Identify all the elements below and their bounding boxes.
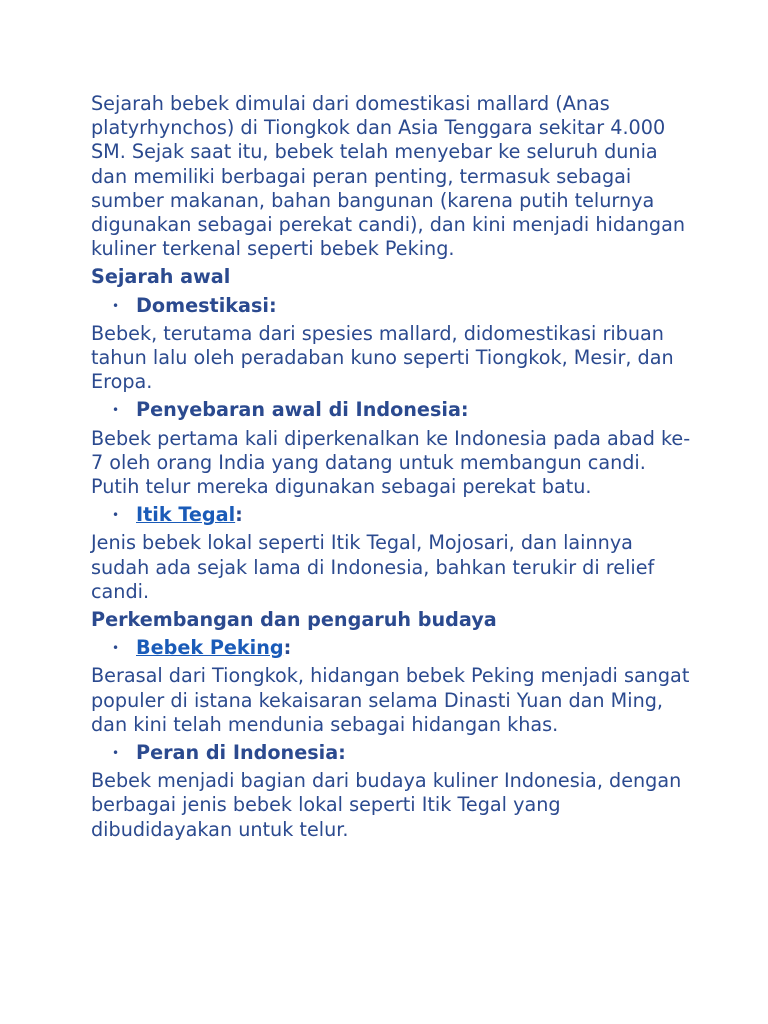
bullet-label-suffix: : [338,741,346,765]
bullet-icon: • [112,298,120,313]
paragraph-domestikasi: Bebek, terutama dari spesies mallard, didomestikasi ribuan tahun lalu oleh peradaban kuno seperti Tiongkok, Mesir, dan Eropa. [91,321,674,394]
bebek-peking-link[interactable]: Bebek Peking [136,636,284,660]
bullet-icon: • [112,508,120,523]
itik-tegal-link[interactable]: Itik Tegal [136,503,236,527]
section-heading-perkembangan: Perkembangan dan pengaruh budaya [91,608,497,632]
bullet-item-penyebaran-awal [91,398,691,422]
bullet-label-suffix: : [460,398,469,422]
bullet-icon: • [112,641,120,656]
bullet-icon: • [112,746,120,761]
paragraph-bebek-peking: Berasal dari Tiongkok, hidangan bebek Peking menjadi sangat populer di istana kekaisaran selama Dinasti Yuan dan Ming, dan kini telah mendunia sebagai hidangan khas. [91,664,690,736]
bullet-item-bebek-peking [91,636,691,660]
bullet-item-itik-tegal [91,503,691,527]
bullet-item-peran-di-indonesia [91,741,691,765]
bullet-icon: • [112,403,120,418]
bullet-item-domestikasi [91,294,691,318]
bullet-label-suffix: : [283,636,292,660]
paragraph-peran-di-indonesia: Bebek menjadi bagian dari budaya kuliner Indonesia, dengan berbagai jenis bebek lokal seperti Itik Tegal yang dibudidayakan untuk telur. [91,769,682,841]
bullet-label-suffix: : [235,503,243,527]
bullet-label: Penyebaran awal di Indonesia [136,398,461,422]
paragraph-penyebaran-awal: Bebek pertama kali diperkenalkan ke Indonesia pada abad ke-7 oleh orang India yang datang untuk membangun candi. Putih telur mereka digunakan sebagai perekat batu. [91,426,691,499]
document-page [91,92,691,846]
bullet-label: Peran di Indonesia [136,741,339,765]
section-heading-sejarah-awal: Sejarah awal [91,265,231,289]
intro-paragraph: Sejarah bebek dimulai dari domestikasi mallard (Anas platyrhynchos) di Tiongkok dan Asia Tenggara sekitar 4.000 SM. Sejak saat itu, bebek telah menyebar ke seluruh dunia dan memiliki berbagai peran penting, termasuk sebagai sumber makanan, bahan bangunan (karena putih telurnya digunakan sebagai perekat candi), dan kini menjadi hidangan kuliner terkenal seperti bebek Peking. [91,92,686,261]
bullet-label: Domestikasi [136,293,269,317]
paragraph-itik-tegal: Jenis bebek lokal seperti Itik Tegal, Mojosari, dan lainnya sudah ada sejak lama di Indonesia, bahkan terukir di relief candi. [91,531,655,603]
bullet-label-suffix: : [269,293,277,317]
